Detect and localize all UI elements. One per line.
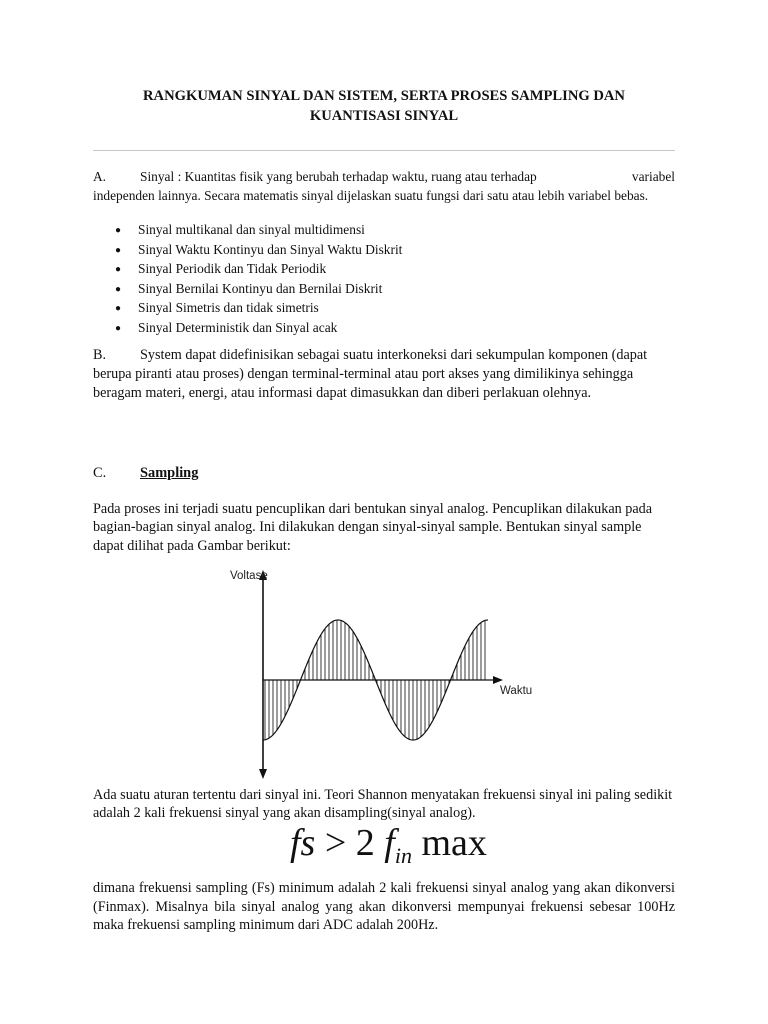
section-a-line1: Sinyal : Kuantitas fisik yang berubah terhadap waktu, ruang atau terhadap <box>140 169 537 184</box>
list-item: ● Sinyal multikanal dan sinyal multidimensi <box>115 221 402 241</box>
bullet-icon: ● <box>115 303 122 315</box>
y-axis-arrow-down <box>259 769 267 779</box>
section-b-marker: B. <box>93 347 107 363</box>
list-item: ● Sinyal Periodik dan Tidak Periodik <box>115 260 402 280</box>
bullet-icon: ● <box>115 244 122 256</box>
explanation-paragraph: dimana frekuensi sampling (Fs) minimum adalah 2 kali frekuensi sinyal analog yang akan dikonversi (Finmax). Misalnya bila sinyal analog yang akan dikonversi mempunyai frekuensi sebesar 100Hz maka frekuensi sampling minimum dari ADC adalah 200Hz. <box>93 880 675 933</box>
formula-max: max <box>421 822 487 864</box>
formula-operator: > 2 <box>324 822 375 864</box>
section-a-rest: independen lainnya. Secara matematis sinyal dijelaskan suatu fungsi dari satu atau lebih variabel bebas. <box>93 187 649 203</box>
y-axis-label: Voltase <box>230 570 268 582</box>
sampling-heading: Sampling <box>140 465 199 481</box>
section-b-text: System dapat didefinisikan sebagai suatu interkoneksi dari sekumpulan komponen (dapat berupa piranti atau proses) dengan terminal-terminal atau port akses yang dimilikinya sehingga beragam materi, energi, atau informasi dapat dimasukkan dan diberi perlakuan olehnya. <box>93 347 648 401</box>
list-item: ● Sinyal Simetris dan tidak simetris <box>115 299 402 319</box>
title-line-1: RANGKUMAN SINYAL DAN SISTEM, SERTA PROSES SAMPLING DAN <box>143 88 625 104</box>
bullet-icon: ● <box>115 264 122 276</box>
title-line-2: KUANTISASI SINYAL <box>309 108 459 124</box>
nyquist-formula <box>290 823 487 876</box>
x-axis-label: Waktu <box>500 685 533 697</box>
list-item: ● Sinyal Bernilai Kontinyu dan Bernilai Diskrit <box>115 280 402 300</box>
bullet-icon: ● <box>115 225 122 236</box>
sampling-paragraph: Pada proses ini terjadi suatu pencuplikan dari bentukan sinyal analog. Pencuplikan dilakukan pada bagian-bagian sinyal analog. Ini dilakukan dengan sinyal-sinyal sample. Bentukan sinyal sample dapat dilihat pada Gambar berikut: <box>93 501 653 554</box>
list-item: ● Sinyal Deterministik dan Sinyal acak <box>115 319 402 339</box>
title-divider <box>93 150 675 151</box>
section-a-line1-end: variabel <box>631 169 675 184</box>
formula-subscript: in <box>394 843 412 868</box>
bullet-icon: ● <box>115 322 122 334</box>
signal-type-list <box>115 221 402 339</box>
formula-f: f <box>384 822 395 864</box>
list-item: ● Sinyal Waktu Kontinyu dan Sinyal Waktu Diskrit <box>115 241 402 261</box>
section-a-marker: A. <box>93 169 107 184</box>
x-axis-arrow <box>493 676 503 684</box>
section-c-marker: C. <box>93 465 107 481</box>
formula-fs: fs <box>290 822 316 864</box>
document-title <box>93 86 675 126</box>
sampled-signal-figure <box>230 562 550 782</box>
bullet-icon: ● <box>115 283 122 295</box>
section-c-heading <box>93 465 198 482</box>
section-b-paragraph <box>93 346 675 403</box>
section-a-paragraph <box>93 168 675 205</box>
shannon-rule-paragraph: Ada suatu aturan tertentu dari sinyal ini. Teori Shannon menyatakan frekuensi sinyal ini paling sedikit adalah 2 kali frekuensi sinyal yang akan disampling(sinyal analog). <box>93 787 673 822</box>
